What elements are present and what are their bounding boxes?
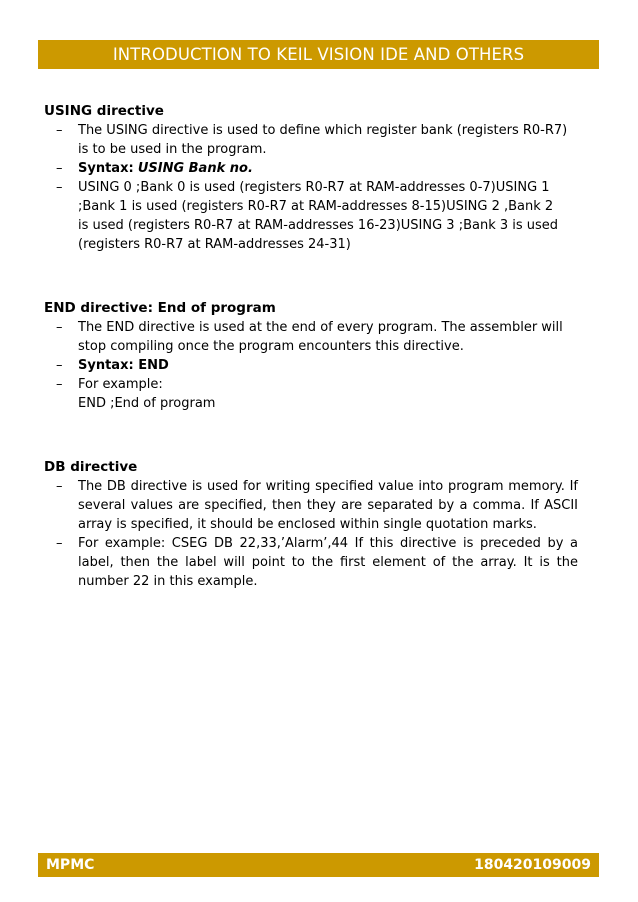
dash-bullet: – [56,180,63,195]
using-section [44,101,584,254]
list-item: – USING 0 ;Bank 0 is used (registers R0-R7 at RAM-addresses 0-7)USING 1 ;Bank 1 is used (registers R0-R7 at RAM-addresses 8-15)USING 2 ,Bank 2 is used (registers R0-R7 at RAM-addresses 16-23)USING 3 ;Bank 3 is used (registers R0-R7 at RAM-addresses 24-31) [56,180,559,252]
list-item: – Syntax: END [56,358,169,373]
db-section [44,457,584,591]
end-section [44,298,584,413]
dash-bullet: – [56,320,63,335]
dash-bullet: – [56,377,63,392]
db-list [44,477,584,591]
list-item: – For example: END ;End of program [56,377,216,411]
using-heading: USING directive [44,103,164,119]
using-list [44,121,584,254]
list-item: – For example: CSEG DB 22,33,’Alarm’,44 If this directive is preceded by a label, then the label will point to the first element of the array. It is the number 22 in this example. [56,536,578,589]
footer-enrollment-number: 180420109009 [474,857,591,873]
list-item: – The END directive is used at the end of every program. The assembler will stop compiling once the program encounters this directive. [56,320,563,354]
dash-bullet: – [56,479,63,494]
list-item: – The DB directive is used for writing specified value into program memory. If several values are specified, then they are separated by a comma. If ASCII array is specified, it should be enclosed within single quotation marks. [56,479,578,532]
dash-bullet: – [56,536,63,551]
footer-subject: MPMC [46,857,95,873]
end-list [44,318,584,413]
dash-bullet: – [56,161,63,176]
list-item: – The USING directive is used to define which register bank (registers R0-R7) is to be used in the program. [56,123,568,157]
page-header [38,40,599,69]
list-item: – Syntax: USING Bank no. [56,161,253,176]
dash-bullet: – [56,358,63,373]
dash-bullet: – [56,123,63,138]
end-heading: END directive: End of program [44,300,276,316]
page-footer [38,853,599,877]
db-heading: DB directive [44,459,138,475]
page-title: INTRODUCTION TO KEIL VISION IDE AND OTHERS [112,45,525,64]
